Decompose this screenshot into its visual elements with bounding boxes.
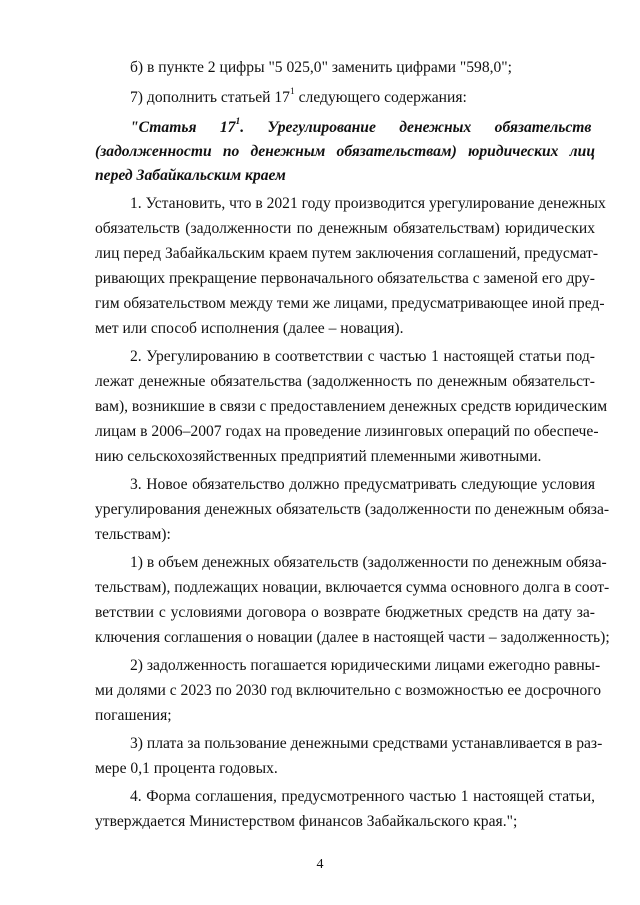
subitem-3-line: мере 0,1 процента годовых. (95, 760, 278, 777)
paragraph-2-line: лицам в 2006–2007 годах на проведение лизинговых операций по обеспече- (95, 423, 599, 440)
paragraph-4-line: утверждается Министерством финансов Забайкальского края."; (95, 813, 518, 830)
paragraph-2-line: вам), возникшие в связи с предоставлением денежных средств юридическим (95, 398, 608, 415)
subitem-1-line: ветствии с условиями договора о возврате бюджетных средств на дату за- (95, 604, 595, 621)
article-heading-line-3: перед Забайкальским краем (95, 167, 286, 184)
paragraph-1-line: мет или способ исполнения (далее – новация). (95, 320, 404, 337)
paragraph-1-line: лиц перед Забайкальским краем путем заключения соглашений, предусмат- (95, 245, 599, 262)
paragraph-2-line: лежат денежные обязательства (задолженность по денежным обязательст- (95, 373, 595, 390)
amendment-item-b: б) в пункте 2 цифры "5 025,0" заменить цифрами "598,0"; (130, 59, 513, 76)
subitem-2-line: 2) задолженность погашается юридическими лицами ежегодно равны- (130, 657, 601, 674)
subitem-2-line: ми долями с 2023 по 2030 год включительно с возможностью ее досрочного (95, 682, 602, 699)
paragraph-1-line: ривающих прекращение первоначального обязательства с заменой его дру- (95, 270, 595, 287)
paragraph-1-line: 1. Установить, что в 2021 году производится урегулирование денежных (130, 195, 606, 212)
article-heading-line-1: "Статья $17^1$. Урегулирование денежных обязательств (130, 116, 592, 136)
paragraph-3-line: 3. Новое обязательство должно предусматривать следующие условия (130, 476, 595, 493)
subitem-1-line: тельствам), подлежащих новации, включается сумма основного долга в соот- (95, 579, 610, 596)
paragraph-1-line: гим обязательством между теми же лицами, предусматривающее иной пред- (95, 295, 605, 312)
paragraph-3-line: тельствам): (95, 526, 171, 543)
amendment-item-7: 7) дополнить статьей $17^1$ следующего содержания: (130, 86, 467, 106)
paragraph-4-line: 4. Форма соглашения, предусмотренного частью 1 настоящей статьи, (130, 788, 595, 805)
subitem-1-line: 1) в объем денежных обязательств (задолженности по денежным обяза- (130, 554, 607, 571)
page-number: 4 (316, 857, 324, 872)
subitem-3-line: 3) плата за пользование денежными средствами устанавливается в раз- (130, 735, 603, 752)
paragraph-3-line: урегулирования денежных обязательств (задолженности по денежным обяза- (95, 501, 610, 518)
paragraph-2-line: нию сельскохозяйственных предприятий племенными животными. (95, 448, 542, 465)
subitem-2-line: погашения; (95, 707, 172, 724)
subitem-1-line: ключения соглашения о новации (далее в настоящей части – задолженность); (95, 629, 610, 646)
paragraph-2-line: 2. Урегулированию в соответствии с частью 1 настоящей статьи под- (130, 348, 595, 365)
article-heading-line-2: (задолженности по денежным обязательствам) юридических лиц (95, 143, 595, 160)
paragraph-1-line: обязательств (задолженности по денежным обязательствам) юридических (95, 220, 595, 237)
